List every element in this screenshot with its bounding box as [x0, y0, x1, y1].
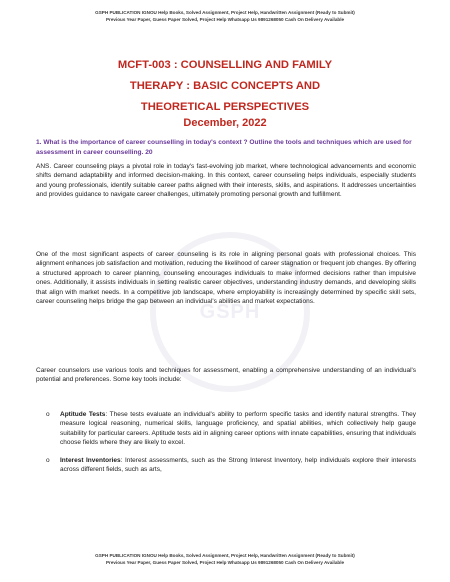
- answer-paragraph-1: ANS. Career counseling plays a pivotal role in today's fast-evolving job market, where technological advancements and economic shifts demand adaptability and informed decision-making. In this context, career counseling helps individuals, especially students and young professionals, identify suitable career paths aligned with their interests, skills, and aspirations. It addresses uncertainties and provides guidance to navigate career challenges, ultimately promoting personal growth and fulfillment.: [36, 163, 416, 199]
- footer-line-1: GSPH PUBLICATION IGNOU Help Books, Solved Assignment, Project Help, Handwritten Assignment (Ready to Submit): [95, 553, 355, 558]
- answer-paragraph-2: One of the most significant aspects of career counseling is its role in aligning personal goals with professional choices. This alignment enhances job satisfaction and motivation, reducing the likelihood of career stagnation or frequent job changes. By offering a structured approach to career planning, counseling encourages individuals to make informed decisions rather than impulsive ones. Additionally, it assists individuals in setting realistic career objectives, understanding industry demands, and developing skills that align with market needs. In a competitive job landscape, where employability is increasingly determined by specific skill sets, career counseling helps bridge the gap between an individual's abilities and market expectations.: [36, 251, 416, 306]
- title-line-2: THERAPY : BASIC CONCEPTS AND: [129, 80, 321, 92]
- list-item-term: Interest Inventories: [60, 456, 121, 464]
- header-line-1: GSPH PUBLICATION IGNOU Help Books, Solved Assignment, Project Help, Handwritten Assignment (Ready to Submit): [95, 10, 355, 15]
- hollow-bullet-icon: o: [46, 411, 50, 418]
- footer-line-2: Previous Year Paper, Guess Paper Solved, Project Help Whatsapp Us 9891268050 Cash On Delivery Available: [105, 559, 345, 565]
- question-heading: 1. What is the importance of career counselling in today's context ? Outline the tools and techniques which are used for assessment in career counselling. 20: [36, 139, 412, 156]
- list-item-text: : These tests evaluate an individual's ability to perform specific tasks and identify natural strengths. They measure logical reasoning, numerical skills, language proficiency, and spatial abilities, which collectively help gauge suitability for particular careers. Aptitude tests aid in aligning career options with innate capabilities, ensuring that individuals choose fields where they are likely to excel.: [60, 411, 416, 447]
- page-footer: [0, 553, 450, 566]
- document-title: [40, 55, 410, 129]
- watermark-text: GSPH: [199, 301, 261, 323]
- list-item-term: Aptitude Tests: [60, 411, 106, 418]
- page-header: [0, 10, 450, 23]
- header-line-2: Previous Year Paper, Guess Paper Solved, Project Help Whatsapp Us 9891268050 Cash On Delivery Available: [105, 16, 345, 22]
- list-item-text: : Interest assessments, such as the Strong Interest Inventory, help individuals explore their interests across different fields, such as arts,: [60, 456, 416, 474]
- title-line-1: MCFT-003 : COUNSELLING AND FAMILY: [117, 59, 333, 71]
- list-item: [36, 410, 416, 448]
- answer-paragraph-3: Career counselors use various tools and techniques for assessment, enabling a comprehensive understanding of an individual's potential and preferences. Some key tools include:: [36, 367, 416, 384]
- hollow-bullet-icon: o: [46, 456, 50, 464]
- assessment-tools-list: [36, 410, 416, 482]
- title-line-3: THEORETICAL PERSPECTIVES: [140, 101, 310, 113]
- list-item: [36, 456, 416, 475]
- exam-date: December, 2022: [183, 117, 267, 129]
